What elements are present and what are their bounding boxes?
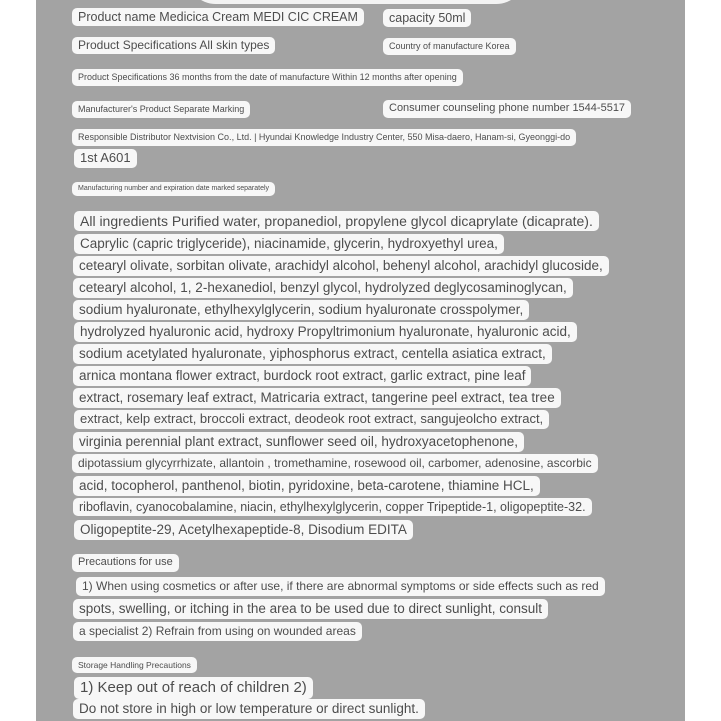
precautions-line: spots, swelling, or itching in the area to be used due to direct sunlight, consult bbox=[73, 599, 548, 619]
ingredients-line: extract, rosemary leaf extract, Matricaria extract, tangerine peel extract, tea tree bbox=[73, 388, 561, 408]
precautions-heading: Precautions for use bbox=[72, 554, 179, 572]
distributor-address: Responsible Distributor Nextvision Co., Ltd. | Hyundai Knowledge Industry Center, 550 Misa-daero, Hanam-si, Gyeonggi-do bbox=[72, 129, 576, 146]
country-of-manufacture: Country of manufacture Korea bbox=[383, 38, 516, 55]
storage-heading: Storage Handling Precautions bbox=[72, 657, 197, 673]
specs-shelf-life: Product Specifications 36 months from the date of manufacture Within 12 months after opening bbox=[72, 69, 463, 86]
ingredients-line: cetearyl olivate, sorbitan olivate, arachidyl alcohol, behenyl alcohol, arachidyl glucoside, bbox=[73, 256, 609, 276]
specs-skin-type: Product Specifications All skin types bbox=[72, 37, 275, 54]
capacity: capacity 50ml bbox=[383, 9, 471, 27]
ingredients-line: riboflavin, cyanocobalamine, niacin, ethylhexylglycerin, copper Tripeptide-1, oligopeptite-32. bbox=[73, 498, 592, 516]
ingredients-line: Oligopeptite-29, Acetylhexapeptide-8, Disodium EDITA bbox=[74, 520, 413, 540]
ingredients-line: All ingredients Purified water, propanediol, propylene glycol dicaprylate (dicaprate). bbox=[74, 211, 599, 231]
storage-line: 1) Keep out of reach of children 2) bbox=[74, 677, 313, 699]
precautions-line: a specialist 2) Refrain from using on wounded areas bbox=[73, 622, 362, 641]
ingredients-line: dipotassium glycyrrhizate, allantoin , tromethamine, rosewood oil, carbomer, adenosine, ascorbic bbox=[72, 454, 598, 473]
label-panel bbox=[36, 0, 685, 721]
container-cap-shape bbox=[186, 0, 526, 4]
precautions-line: 1) When using cosmetics or after use, if there are abnormal symptoms or side effects such as red bbox=[76, 577, 605, 596]
consumer-phone: Consumer counseling phone number 1544-5517 bbox=[383, 100, 631, 118]
ingredients-line: sodium acetylated hyaluronate, yiphosphorus extract, centella asiatica extract, bbox=[73, 344, 552, 364]
manufacturing-number-note: Manufacturing number and expiration date marked separately bbox=[72, 182, 275, 196]
ingredients-line: Caprylic (capric triglyceride), niacinamide, glycerin, hydroxyethyl urea, bbox=[74, 234, 504, 254]
distributor-address-suite: 1st A601 bbox=[74, 149, 137, 168]
product-name: Product name Medicica Cream MEDI CIC CREAM bbox=[72, 8, 364, 26]
manufacturer-marking: Manufacturer's Product Separate Marking bbox=[72, 101, 250, 118]
storage-line: Do not store in high or low temperature or direct sunlight. bbox=[73, 699, 425, 719]
ingredients-line: hydrolyzed hyaluronic acid, hydroxy Propyltrimonium hyaluronate, hyaluronic acid, bbox=[74, 322, 577, 342]
ingredients-line: sodium hyaluronate, ethylhexylglycerin, sodium hyaluronate crosspolymer, bbox=[73, 300, 529, 320]
ingredients-line: extract, kelp extract, broccoli extract, deodeok root extract, sangujeolcho extract, bbox=[74, 410, 549, 429]
ingredients-line: arnica montana flower extract, burdock root extract, garlic extract, pine leaf bbox=[73, 366, 531, 386]
ingredients-line: virginia perennial plant extract, sunflower seed oil, hydroxyacetophenone, bbox=[73, 432, 524, 452]
ingredients-line: acid, tocopherol, panthenol, biotin, pyridoxine, beta-carotene, thiamine HCL, bbox=[73, 476, 540, 496]
ingredients-line: cetearyl alcohol, 1, 2-hexanediol, benzyl glycol, hydrolyzed deglycosaminoglycan, bbox=[73, 278, 573, 298]
